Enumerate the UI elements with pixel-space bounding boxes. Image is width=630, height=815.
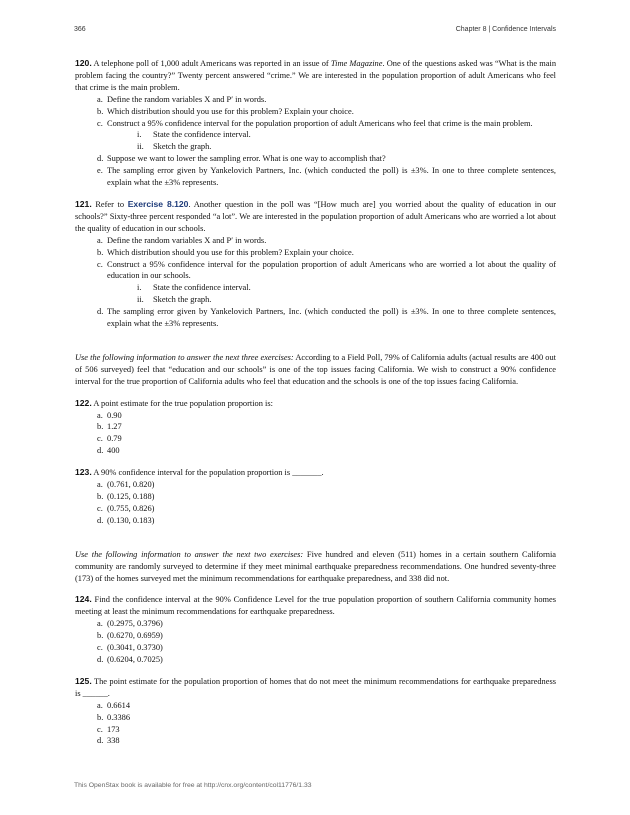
page-content — [75, 58, 556, 747]
list-item: c. Construct a 95% confidence interval for the population proportion of adult Americans who feel that crime is the main problem. i. State the confidence interval. ii. Sketch the graph. — [75, 118, 556, 154]
list-item: d. (0.130, 0.183) — [97, 515, 155, 525]
sub-list — [75, 282, 556, 306]
answer-options — [75, 700, 556, 748]
list-item: b. (0.6270, 0.6959) — [97, 631, 163, 641]
list-item: a. Define the random variables X and P′ in words. — [97, 235, 267, 245]
exercise-text: . One of the questions asked was “What is the main problem facing the country?” Twenty percent answered “crime.” We are interested in the population proportion of adult Americans who feel that crime is the main problem. — [75, 59, 557, 92]
exercise-121: 121. Refer to Exercise 8.120. Another question in the poll was “[How much are] you worried about the quality of education in our schools?” Sixty-three percent responded “a lot”. We are interested in the population proportion of adult Americans who are worried a lot about the quality of education in our schools. — [75, 198, 556, 233]
list-item: a. (0.2975, 0.3796) — [97, 619, 163, 629]
list-item: ii. Sketch the graph. — [137, 142, 212, 152]
list-item: c. Construct a 95% confidence interval for the population proportion of adult Americans who are worried a lot about the quality of education in our schools. i. State the confidence interval. ii. Sketch the graph. — [75, 259, 556, 307]
exercise-120-parts — [75, 94, 556, 189]
answer-options — [75, 410, 556, 458]
list-item: b. 0.3386 — [97, 712, 131, 722]
exercise-link[interactable]: Exercise 8.120 — [127, 198, 189, 209]
page-number: 366 — [74, 26, 86, 33]
answer-options — [75, 618, 556, 666]
instructions-paragraph: Use the following information to answer the next two exercises: Five hundred and eleven (511) homes in a certain southern California community are randomly surveyed to determine if they meet minimal earthquake preparedness recommendations. One hundred seventy-three (173) of the homes surveyed met the minimum recommendations for earthquake preparedness, and 338 did not. — [75, 549, 556, 583]
exercise-120 — [75, 58, 556, 94]
sub-list — [75, 129, 556, 153]
list-item: c. 0.79 — [97, 434, 122, 444]
list-item: ii. Sketch the graph. — [137, 295, 212, 305]
list-item: a. 0.90 — [97, 410, 122, 420]
list-item: d. 338 — [97, 736, 120, 746]
exercise-123: 123. A 90% confidence interval for the population proportion is _______. — [75, 467, 324, 478]
list-item: a. Define the random variables X and P′ in words. — [97, 94, 267, 104]
list-item: c. 173 — [97, 724, 120, 734]
exercise-number: 123. — [75, 467, 92, 478]
list-item: b. Which distribution should you use for this problem? Explain your choice. — [97, 247, 354, 257]
list-item: c. (0.3041, 0.3730) — [97, 643, 163, 653]
exercise-number: 125. — [75, 675, 92, 686]
list-item: b. (0.125, 0.188) — [97, 492, 155, 501]
footer-note: This OpenStax book is available for free at http://cnx.org/content/col11776/1.33 — [74, 782, 312, 789]
answer-options — [75, 479, 556, 527]
instructions-paragraph: Use the following information to answer the next three exercises: According to a Field Poll, 79% of California adults (actual results are 400 out of 506 surveyed) feel that “education and our schools” is one of the top issues facing California. We wish to construct a 90% confidence interval for the true proportion of California adults who feel that education and the schools is one of the top issues facing California. — [75, 352, 556, 386]
list-item: i. State the confidence interval. — [137, 283, 251, 293]
list-item: d. The sampling error given by Yankelovich Partners, Inc. (which conducted the poll) is ±3%. In one to three complete sentences, explain what the ±3% represents. — [97, 307, 556, 329]
list-item: e. The sampling error given by Yankelovich Partners, Inc. (which conducted the poll) is ±3%. In one to three complete sentences, explain what the ±3% represents. — [97, 166, 556, 188]
exercise-number: 120. — [75, 58, 92, 68]
list-item: d. 400 — [97, 446, 120, 456]
exercise-125: 125. The point estimate for the population proportion of homes that do not meet the minimum recommendations for earthquake preparedness is ______. — [75, 675, 556, 698]
exercise-122: 122. A point estimate for the true population proportion is: — [75, 397, 273, 408]
list-item: d. Suppose we want to lower the sampling error. What is one way to accomplish that? — [97, 154, 386, 164]
list-item: a. (0.761, 0.820) — [97, 480, 155, 490]
list-item: i. State the confidence interval. — [137, 130, 251, 140]
exercise-text: A telephone poll of 1,000 adult Americans was reported in an issue of — [93, 59, 331, 68]
list-item: c. (0.755, 0.826) — [97, 503, 155, 513]
list-item: a. 0.6614 — [97, 700, 131, 710]
exercise-number: 121. — [75, 198, 92, 209]
list-item: d. (0.6204, 0.7025) — [97, 654, 163, 664]
chapter-header: Chapter 8 | Confidence Intervals — [455, 26, 556, 33]
list-item: b. Which distribution should you use for this problem? Explain your choice. — [97, 106, 354, 116]
exercise-121-parts — [75, 235, 556, 330]
magazine-title: Time Magazine — [330, 59, 383, 68]
exercise-number: 124. — [75, 594, 92, 605]
exercise-number: 122. — [75, 397, 92, 408]
exercise-124: 124. Find the confidence interval at the 90% Confidence Level for the true population proportion of southern California community homes meeting at least the minimum recommendations for earthquake preparedness. — [75, 594, 557, 617]
list-item: b. 1.27 — [97, 422, 122, 432]
